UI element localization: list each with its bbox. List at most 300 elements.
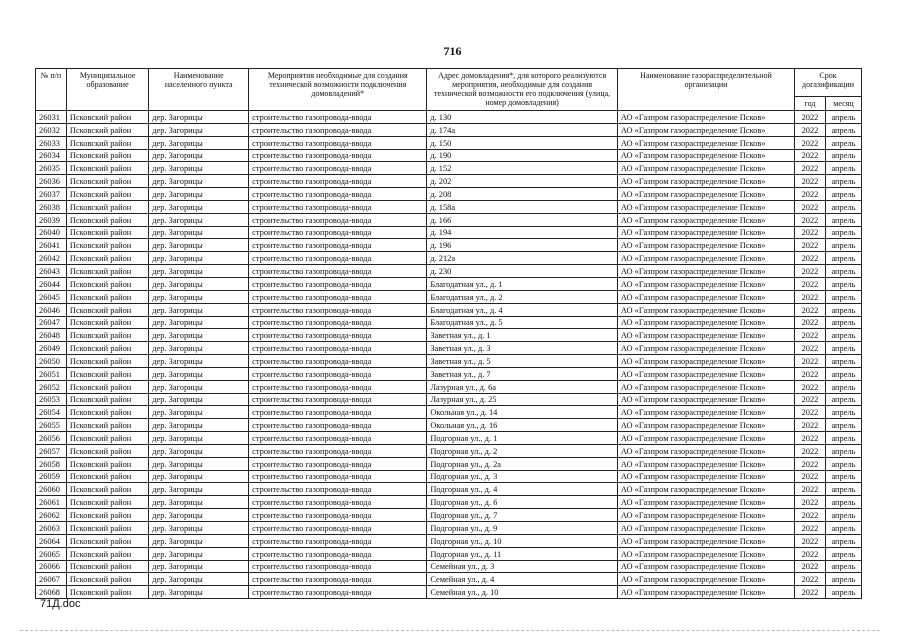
settlement-cell: дер. Загорицы [149, 367, 249, 380]
measures-cell: строительство газопровода-ввода [249, 188, 427, 201]
settlement-cell: дер. Загорицы [149, 509, 249, 522]
year-cell: 2022 [795, 586, 826, 599]
address-cell: Подгорная ул., д. 4 [427, 483, 618, 496]
measures-cell: строительство газопровода-ввода [249, 123, 427, 136]
year-cell: 2022 [795, 316, 826, 329]
table-row [36, 175, 862, 188]
measures-cell: строительство газопровода-ввода [249, 111, 427, 124]
measures-cell: строительство газопровода-ввода [249, 380, 427, 393]
measures-cell: строительство газопровода-ввода [249, 162, 427, 175]
municipality-cell: Псковский район [66, 188, 148, 201]
measures-cell: строительство газопровода-ввода [249, 136, 427, 149]
year-cell: 2022 [795, 432, 826, 445]
year-cell: 2022 [795, 483, 826, 496]
measures-cell: строительство газопровода-ввода [249, 175, 427, 188]
measures-cell: строительство газопровода-ввода [249, 239, 427, 252]
year-cell: 2022 [795, 406, 826, 419]
municipality-cell: Псковский район [66, 162, 148, 175]
table-row [36, 162, 862, 175]
row-num-cell: 26061 [36, 496, 67, 509]
table-row [36, 522, 862, 535]
year-cell: 2022 [795, 355, 826, 368]
table-row [36, 547, 862, 560]
year-cell: 2022 [795, 419, 826, 432]
table-row [36, 496, 862, 509]
year-cell: 2022 [795, 265, 826, 278]
year-cell: 2022 [795, 496, 826, 509]
organization-cell: АО «Газпром газораспределение Псков» [617, 419, 794, 432]
organization-cell: АО «Газпром газораспределение Псков» [617, 470, 794, 483]
municipality-cell: Псковский район [66, 393, 148, 406]
row-num-cell: 26044 [36, 277, 67, 290]
settlement-cell: дер. Загорицы [149, 188, 249, 201]
month-cell: апрель [825, 444, 861, 457]
organization-cell: АО «Газпром газораспределение Псков» [617, 457, 794, 470]
address-cell: д. 158а [427, 200, 618, 213]
row-num-cell: 26055 [36, 419, 67, 432]
month-cell: апрель [825, 547, 861, 560]
header-num: № п/п [36, 69, 67, 111]
organization-cell: АО «Газпром газораспределение Псков» [617, 136, 794, 149]
row-num-cell: 26064 [36, 534, 67, 547]
row-num-cell: 26048 [36, 329, 67, 342]
row-num-cell: 26059 [36, 470, 67, 483]
row-num-cell: 26066 [36, 560, 67, 573]
table-row [36, 123, 862, 136]
page-number: 716 [443, 44, 462, 58]
month-cell: апрель [825, 534, 861, 547]
row-num-cell: 26036 [36, 175, 67, 188]
row-num-cell: 26033 [36, 136, 67, 149]
organization-cell: АО «Газпром газораспределение Псков» [617, 239, 794, 252]
month-cell: апрель [825, 560, 861, 573]
measures-cell: строительство газопровода-ввода [249, 303, 427, 316]
row-num-cell: 26043 [36, 265, 67, 278]
year-cell: 2022 [795, 367, 826, 380]
organization-cell: АО «Газпром газораспределение Псков» [617, 573, 794, 586]
settlement-cell: дер. Загорицы [149, 200, 249, 213]
row-num-cell: 26051 [36, 367, 67, 380]
organization-cell: АО «Газпром газораспределение Псков» [617, 380, 794, 393]
address-cell: Заветная ул., д. 5 [427, 355, 618, 368]
municipality-cell: Псковский район [66, 483, 148, 496]
month-cell: апрель [825, 200, 861, 213]
municipality-cell: Псковский район [66, 149, 148, 162]
municipality-cell: Псковский район [66, 252, 148, 265]
month-cell: апрель [825, 586, 861, 599]
table-row [36, 239, 862, 252]
table-row [36, 329, 862, 342]
settlement-cell: дер. Загорицы [149, 586, 249, 599]
year-cell: 2022 [795, 470, 826, 483]
row-num-cell: 26032 [36, 123, 67, 136]
year-cell: 2022 [795, 111, 826, 124]
month-cell: апрель [825, 226, 861, 239]
month-cell: апрель [825, 509, 861, 522]
address-cell: Заветная ул., д. 7 [427, 367, 618, 380]
table-row [36, 586, 862, 599]
measures-cell: строительство газопровода-ввода [249, 406, 427, 419]
row-num-cell: 26049 [36, 342, 67, 355]
municipality-cell: Псковский район [66, 509, 148, 522]
address-cell: Окольная ул., д. 14 [427, 406, 618, 419]
settlement-cell: дер. Загорицы [149, 573, 249, 586]
measures-cell: строительство газопровода-ввода [249, 470, 427, 483]
month-cell: апрель [825, 123, 861, 136]
year-cell: 2022 [795, 509, 826, 522]
organization-cell: АО «Газпром газораспределение Псков» [617, 522, 794, 535]
table-row [36, 290, 862, 303]
month-cell: апрель [825, 355, 861, 368]
measures-cell: строительство газопровода-ввода [249, 290, 427, 303]
month-cell: апрель [825, 252, 861, 265]
municipality-cell: Псковский район [66, 175, 148, 188]
municipality-cell: Псковский район [66, 213, 148, 226]
month-cell: апрель [825, 367, 861, 380]
organization-cell: АО «Газпром газораспределение Псков» [617, 547, 794, 560]
month-cell: апрель [825, 419, 861, 432]
settlement-cell: дер. Загорицы [149, 175, 249, 188]
address-cell: д. 230 [427, 265, 618, 278]
row-num-cell: 26034 [36, 149, 67, 162]
year-cell: 2022 [795, 560, 826, 573]
table-row [36, 226, 862, 239]
settlement-cell: дер. Загорицы [149, 547, 249, 560]
table-row [36, 188, 862, 201]
month-cell: апрель [825, 213, 861, 226]
table-row [36, 393, 862, 406]
year-cell: 2022 [795, 342, 826, 355]
month-cell: апрель [825, 393, 861, 406]
month-cell: апрель [825, 316, 861, 329]
address-cell: Заветная ул., д. 1 [427, 329, 618, 342]
organization-cell: АО «Газпром газораспределение Псков» [617, 226, 794, 239]
row-num-cell: 26067 [36, 573, 67, 586]
municipality-cell: Псковский район [66, 457, 148, 470]
settlement-cell: дер. Загорицы [149, 123, 249, 136]
municipality-cell: Псковский район [66, 573, 148, 586]
organization-cell: АО «Газпром газораспределение Псков» [617, 560, 794, 573]
row-num-cell: 26050 [36, 355, 67, 368]
organization-cell: АО «Газпром газораспределение Псков» [617, 252, 794, 265]
organization-cell: АО «Газпром газораспределение Псков» [617, 149, 794, 162]
address-cell: Лазурная ул., д. 6а [427, 380, 618, 393]
organization-cell: АО «Газпром газораспределение Псков» [617, 265, 794, 278]
municipality-cell: Псковский район [66, 419, 148, 432]
measures-cell: строительство газопровода-ввода [249, 213, 427, 226]
measures-cell: строительство газопровода-ввода [249, 355, 427, 368]
row-num-cell: 26046 [36, 303, 67, 316]
year-cell: 2022 [795, 277, 826, 290]
table-row [36, 200, 862, 213]
address-cell: Подгорная ул., д. 2а [427, 457, 618, 470]
year-cell: 2022 [795, 149, 826, 162]
table-row [36, 149, 862, 162]
address-cell: д. 196 [427, 239, 618, 252]
organization-cell: АО «Газпром газораспределение Псков» [617, 406, 794, 419]
municipality-cell: Псковский район [66, 367, 148, 380]
municipality-cell: Псковский район [66, 136, 148, 149]
municipality-cell: Псковский район [66, 534, 148, 547]
measures-cell: строительство газопровода-ввода [249, 316, 427, 329]
measures-cell: строительство газопровода-ввода [249, 432, 427, 445]
year-cell: 2022 [795, 123, 826, 136]
organization-cell: АО «Газпром газораспределение Псков» [617, 509, 794, 522]
month-cell: апрель [825, 149, 861, 162]
organization-cell: АО «Газпром газораспределение Псков» [617, 534, 794, 547]
settlement-cell: дер. Загорицы [149, 522, 249, 535]
header-municipality: Муниципальное образование [66, 69, 148, 111]
month-cell: апрель [825, 496, 861, 509]
year-cell: 2022 [795, 573, 826, 586]
measures-cell: строительство газопровода-ввода [249, 522, 427, 535]
organization-cell: АО «Газпром газораспределение Псков» [617, 355, 794, 368]
address-cell: Подгорная ул., д. 10 [427, 534, 618, 547]
row-num-cell: 26041 [36, 239, 67, 252]
year-cell: 2022 [795, 162, 826, 175]
address-cell: Подгорная ул., д. 1 [427, 432, 618, 445]
row-num-cell: 26057 [36, 444, 67, 457]
address-cell: д. 208 [427, 188, 618, 201]
address-cell: д. 174а [427, 123, 618, 136]
row-num-cell: 26042 [36, 252, 67, 265]
month-cell: апрель [825, 162, 861, 175]
settlement-cell: дер. Загорицы [149, 534, 249, 547]
settlement-cell: дер. Загорицы [149, 136, 249, 149]
table-row [36, 419, 862, 432]
organization-cell: АО «Газпром газораспределение Псков» [617, 316, 794, 329]
row-num-cell: 26062 [36, 509, 67, 522]
municipality-cell: Псковский район [66, 496, 148, 509]
settlement-cell: дер. Загорицы [149, 265, 249, 278]
organization-cell: АО «Газпром газораспределение Псков» [617, 175, 794, 188]
organization-cell: АО «Газпром газораспределение Псков» [617, 586, 794, 599]
header-measures: Мероприятия необходимые для создания технической возможности подключения домовладений* [249, 69, 427, 111]
measures-cell: строительство газопровода-ввода [249, 329, 427, 342]
address-cell: д. 212а [427, 252, 618, 265]
address-cell: Благодатная ул., д. 5 [427, 316, 618, 329]
address-cell: Подгорная ул., д. 3 [427, 470, 618, 483]
address-cell: д. 130 [427, 111, 618, 124]
header-deadline: Срок догазификации [795, 69, 862, 97]
header-year: год [795, 97, 826, 111]
header-address: Адрес домовладения*, для которого реализуются мероприятия, необходимые для создания технической возможности его подключения (улица, номер домовладения) [427, 69, 618, 111]
row-num-cell: 26045 [36, 290, 67, 303]
measures-cell: строительство газопровода-ввода [249, 342, 427, 355]
municipality-cell: Псковский район [66, 111, 148, 124]
organization-cell: АО «Газпром газораспределение Псков» [617, 432, 794, 445]
settlement-cell: дер. Загорицы [149, 432, 249, 445]
municipality-cell: Псковский район [66, 277, 148, 290]
measures-cell: строительство газопровода-ввода [249, 560, 427, 573]
address-cell: Семейная ул., д. 10 [427, 586, 618, 599]
organization-cell: АО «Газпром газораспределение Псков» [617, 367, 794, 380]
month-cell: апрель [825, 380, 861, 393]
row-num-cell: 26039 [36, 213, 67, 226]
organization-cell: АО «Газпром газораспределение Псков» [617, 188, 794, 201]
month-cell: апрель [825, 303, 861, 316]
address-cell: Семейная ул., д. 4 [427, 573, 618, 586]
municipality-cell: Псковский район [66, 560, 148, 573]
month-cell: апрель [825, 265, 861, 278]
table-row [36, 367, 862, 380]
row-num-cell: 26063 [36, 522, 67, 535]
table-row [36, 483, 862, 496]
measures-cell: строительство газопровода-ввода [249, 226, 427, 239]
organization-cell: АО «Газпром газораспределение Псков» [617, 200, 794, 213]
settlement-cell: дер. Загорицы [149, 149, 249, 162]
organization-cell: АО «Газпром газораспределение Псков» [617, 444, 794, 457]
measures-cell: строительство газопровода-ввода [249, 149, 427, 162]
row-num-cell: 26038 [36, 200, 67, 213]
month-cell: апрель [825, 136, 861, 149]
measures-cell: строительство газопровода-ввода [249, 252, 427, 265]
table-header [36, 69, 862, 111]
measures-cell: строительство газопровода-ввода [249, 496, 427, 509]
measures-cell: строительство газопровода-ввода [249, 483, 427, 496]
file-name-footer: 71Д.doc [40, 598, 81, 610]
month-cell: апрель [825, 457, 861, 470]
municipality-cell: Псковский район [66, 329, 148, 342]
settlement-cell: дер. Загорицы [149, 560, 249, 573]
table-row [36, 265, 862, 278]
municipality-cell: Псковский район [66, 522, 148, 535]
municipality-cell: Псковский район [66, 432, 148, 445]
address-cell: Подгорная ул., д. 11 [427, 547, 618, 560]
table-row [36, 573, 862, 586]
measures-cell: строительство газопровода-ввода [249, 419, 427, 432]
address-cell: Подгорная ул., д. 6 [427, 496, 618, 509]
header-organization: Наименование газораспределительной организации [617, 69, 794, 111]
month-cell: апрель [825, 483, 861, 496]
settlement-cell: дер. Загорицы [149, 355, 249, 368]
month-cell: апрель [825, 432, 861, 445]
municipality-cell: Псковский район [66, 586, 148, 599]
table-row [36, 316, 862, 329]
month-cell: апрель [825, 522, 861, 535]
organization-cell: АО «Газпром газораспределение Псков» [617, 496, 794, 509]
measures-cell: строительство газопровода-ввода [249, 509, 427, 522]
settlement-cell: дер. Загорицы [149, 457, 249, 470]
table-row [36, 380, 862, 393]
year-cell: 2022 [795, 226, 826, 239]
table-row [36, 444, 862, 457]
organization-cell: АО «Газпром газораспределение Псков» [617, 111, 794, 124]
row-num-cell: 26052 [36, 380, 67, 393]
table-row [36, 136, 862, 149]
municipality-cell: Псковский район [66, 380, 148, 393]
row-num-cell: 26056 [36, 432, 67, 445]
table-row [36, 355, 862, 368]
row-num-cell: 26058 [36, 457, 67, 470]
settlement-cell: дер. Загорицы [149, 290, 249, 303]
row-num-cell: 26040 [36, 226, 67, 239]
municipality-cell: Псковский район [66, 123, 148, 136]
table-row [36, 277, 862, 290]
gasification-table [35, 68, 862, 599]
settlement-cell: дер. Загорицы [149, 444, 249, 457]
row-num-cell: 26060 [36, 483, 67, 496]
year-cell: 2022 [795, 303, 826, 316]
year-cell: 2022 [795, 522, 826, 535]
municipality-cell: Псковский район [66, 406, 148, 419]
year-cell: 2022 [795, 239, 826, 252]
organization-cell: АО «Газпром газораспределение Псков» [617, 290, 794, 303]
table-body [36, 111, 862, 599]
settlement-cell: дер. Загорицы [149, 303, 249, 316]
address-cell: Благодатная ул., д. 1 [427, 277, 618, 290]
year-cell: 2022 [795, 188, 826, 201]
address-cell: Заветная ул., д. 3 [427, 342, 618, 355]
settlement-cell: дер. Загорицы [149, 380, 249, 393]
year-cell: 2022 [795, 457, 826, 470]
settlement-cell: дер. Загорицы [149, 316, 249, 329]
settlement-cell: дер. Загорицы [149, 226, 249, 239]
row-num-cell: 26065 [36, 547, 67, 560]
address-cell: Благодатная ул., д. 2 [427, 290, 618, 303]
settlement-cell: дер. Загорицы [149, 470, 249, 483]
organization-cell: АО «Газпром газораспределение Псков» [617, 213, 794, 226]
measures-cell: строительство газопровода-ввода [249, 367, 427, 380]
row-num-cell: 26053 [36, 393, 67, 406]
year-cell: 2022 [795, 547, 826, 560]
settlement-cell: дер. Загорицы [149, 239, 249, 252]
measures-cell: строительство газопровода-ввода [249, 547, 427, 560]
table-row [36, 560, 862, 573]
settlement-cell: дер. Загорицы [149, 213, 249, 226]
organization-cell: АО «Газпром газораспределение Псков» [617, 277, 794, 290]
month-cell: апрель [825, 175, 861, 188]
table-row [36, 509, 862, 522]
organization-cell: АО «Газпром газораспределение Псков» [617, 483, 794, 496]
table-row [36, 457, 862, 470]
settlement-cell: дер. Загорицы [149, 277, 249, 290]
organization-cell: АО «Газпром газораспределение Псков» [617, 393, 794, 406]
organization-cell: АО «Газпром газораспределение Псков» [617, 342, 794, 355]
address-cell: Подгорная ул., д. 7 [427, 509, 618, 522]
measures-cell: строительство газопровода-ввода [249, 200, 427, 213]
municipality-cell: Псковский район [66, 226, 148, 239]
year-cell: 2022 [795, 136, 826, 149]
address-cell: д. 152 [427, 162, 618, 175]
table-row [36, 303, 862, 316]
municipality-cell: Псковский район [66, 303, 148, 316]
table-row [36, 111, 862, 124]
year-cell: 2022 [795, 329, 826, 342]
address-cell: д. 194 [427, 226, 618, 239]
row-num-cell: 26035 [36, 162, 67, 175]
table-row [36, 470, 862, 483]
settlement-cell: дер. Загорицы [149, 342, 249, 355]
month-cell: апрель [825, 188, 861, 201]
year-cell: 2022 [795, 393, 826, 406]
measures-cell: строительство газопровода-ввода [249, 586, 427, 599]
municipality-cell: Псковский район [66, 200, 148, 213]
table-row [36, 342, 862, 355]
address-cell: д. 190 [427, 149, 618, 162]
address-cell: д. 166 [427, 213, 618, 226]
measures-cell: строительство газопровода-ввода [249, 265, 427, 278]
year-cell: 2022 [795, 534, 826, 547]
settlement-cell: дер. Загорицы [149, 419, 249, 432]
measures-cell: строительство газопровода-ввода [249, 534, 427, 547]
year-cell: 2022 [795, 252, 826, 265]
settlement-cell: дер. Загорицы [149, 329, 249, 342]
month-cell: апрель [825, 290, 861, 303]
organization-cell: АО «Газпром газораспределение Псков» [617, 329, 794, 342]
municipality-cell: Псковский район [66, 265, 148, 278]
table-row [36, 432, 862, 445]
